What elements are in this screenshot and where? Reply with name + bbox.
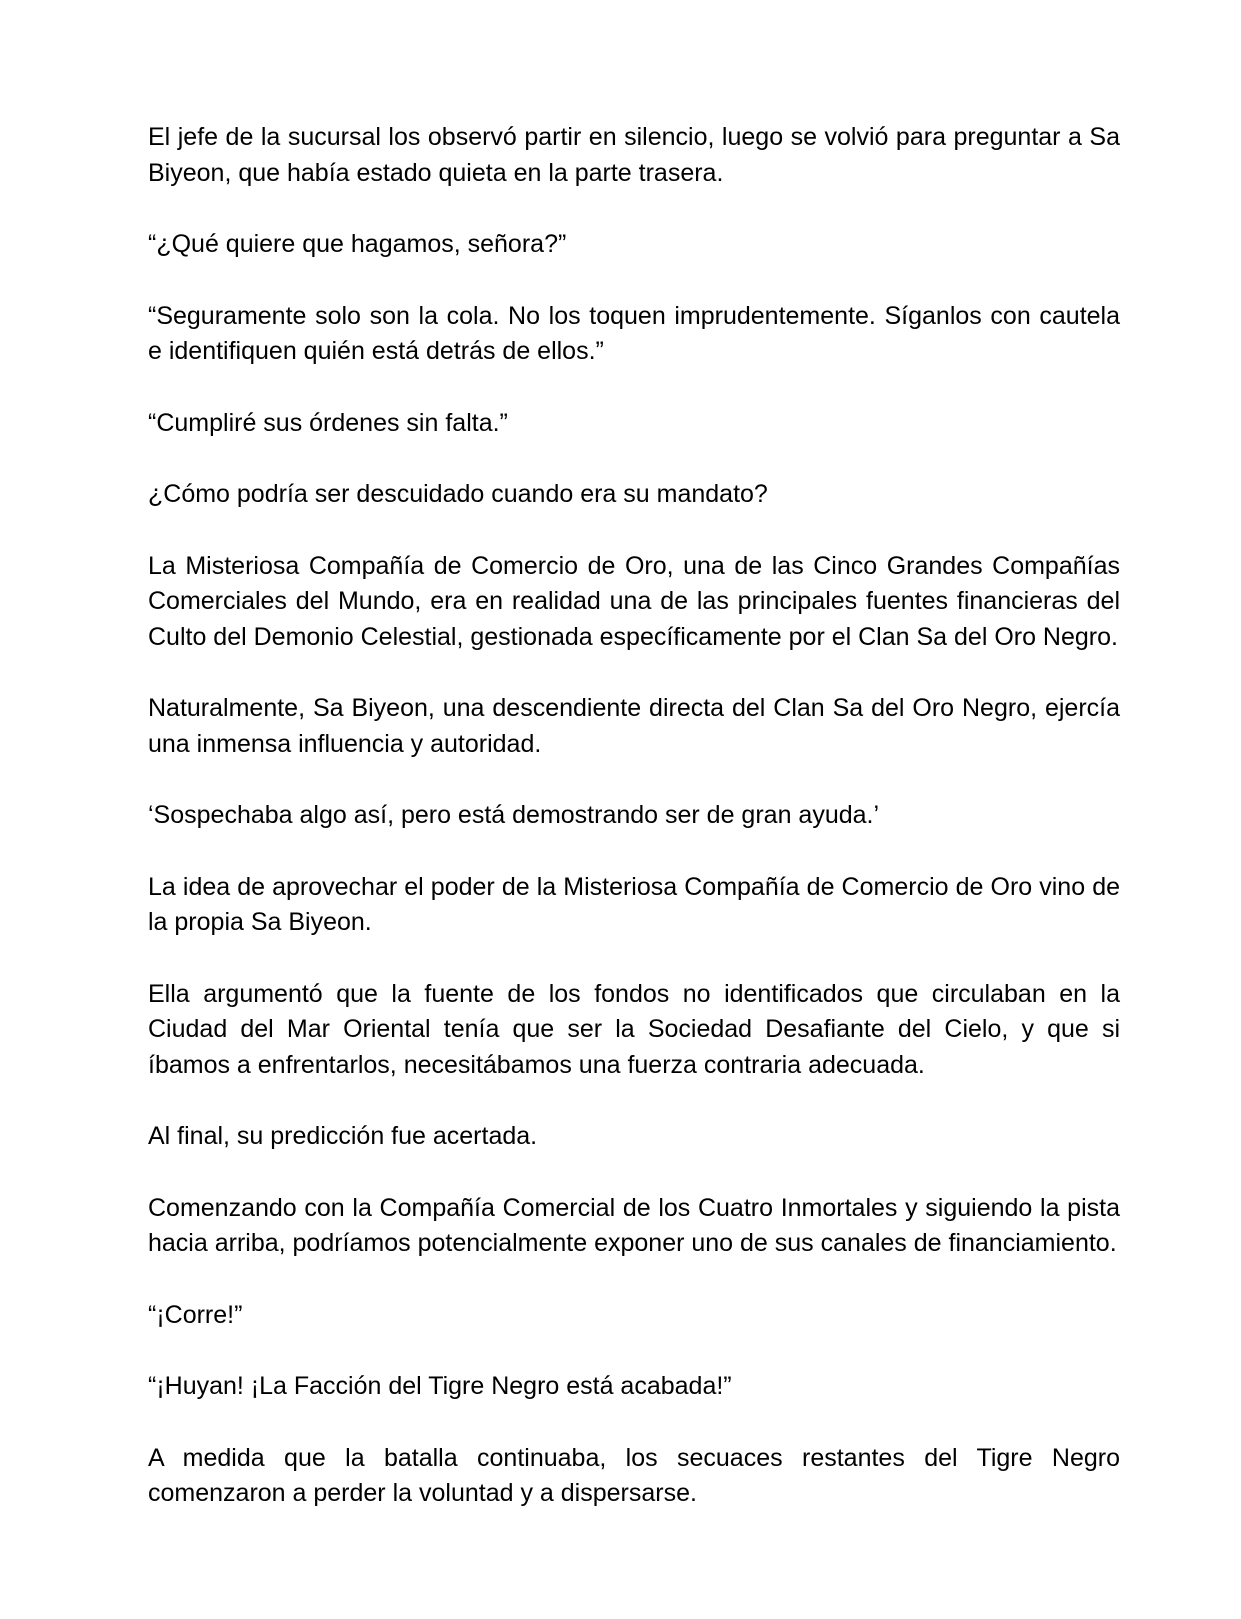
- paragraph: “¿Qué quiere que hagamos, señora?”: [148, 230, 567, 258]
- paragraph: Naturalmente, Sa Biyeon, una descendiente directa del Clan Sa del Oro Negro, ejercía una inmensa influencia y autoridad.: [148, 694, 1120, 758]
- paragraph: Comenzando con la Compañía Comercial de los Cuatro Inmortales y siguiendo la pista hacia arriba, podríamos potencialmente exponer uno de sus canales de financiamiento.: [148, 1193, 1120, 1257]
- paragraph: “¡Corre!”: [148, 1300, 243, 1329]
- paragraph: ‘Sospechaba algo así, pero está demostrando ser de gran ayuda.’: [148, 801, 880, 829]
- paragraph: La Misteriosa Compañía de Comercio de Oro, una de las Cinco Grandes Compañías Comerciales del Mundo, era en realidad una de las principales fuentes financieras del Culto del Demonio Celestial, gestionada específicamente por el Clan Sa del Oro Negro.: [148, 551, 1120, 651]
- paragraph: El jefe de la sucursal los observó partir en silencio, luego se volvió para preguntar a Sa Biyeon, que había estado quieta en la parte trasera.: [148, 123, 1120, 187]
- paragraph: Ella argumentó que la fuente de los fondos no identificados que circulaban en la Ciudad del Mar Oriental tenía que ser la Sociedad Desafiante del Cielo, y que si íbamos a enfrentarlos, necesitábamos una fuerza contraria adecuada.: [148, 979, 1120, 1079]
- paragraph: ¿Cómo podría ser descuidado cuando era su mandato?: [148, 480, 768, 508]
- paragraph: A medida que la batalla continuaba, los secuaces restantes del Tigre Negro comenzaron a perder la voluntad y a dispersarse.: [148, 1443, 1120, 1507]
- paragraph: Al final, su predicción fue acertada.: [148, 1122, 538, 1150]
- document-body: [148, 120, 1120, 1548]
- paragraph: “Seguramente solo son la cola. No los toquen imprudentemente. Síganlos con cautela e identifiquen quién está detrás de ellos.”: [148, 301, 1120, 365]
- paragraph: La idea de aprovechar el poder de la Misteriosa Compañía de Comercio de Oro vino de la propia Sa Biyeon.: [148, 872, 1120, 936]
- paragraph: “Cumpliré sus órdenes sin falta.”: [148, 408, 508, 437]
- paragraph: “¡Huyan! ¡La Facción del Tigre Negro está acabada!”: [148, 1372, 732, 1400]
